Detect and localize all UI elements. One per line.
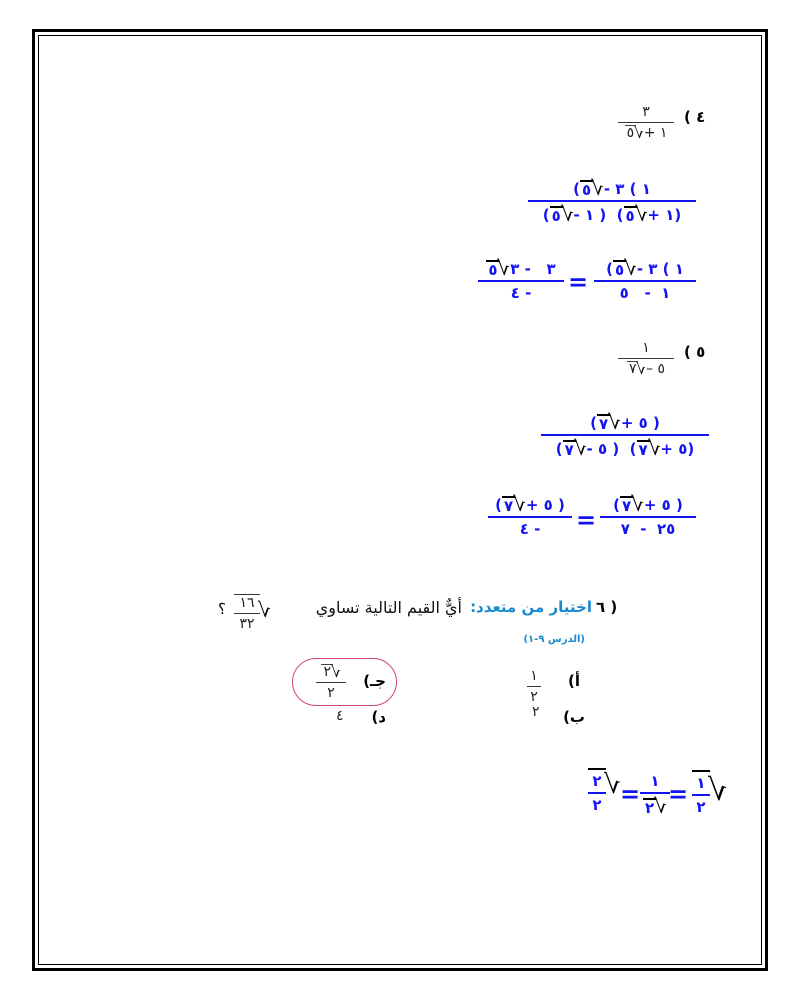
- q4-step2-left: [478, 258, 564, 302]
- equals-sign: =: [568, 268, 589, 296]
- solution-term-1: [692, 770, 710, 816]
- q4-step1: [528, 178, 696, 224]
- math-part: [620, 494, 644, 514]
- math-part: (: [590, 414, 597, 432]
- math-part: ٢: [327, 685, 335, 702]
- math-part: [556, 438, 694, 458]
- math-part: (: [542, 206, 550, 224]
- math-part: [563, 438, 587, 458]
- math-part: (: [495, 496, 502, 514]
- math-part: ١: [530, 668, 538, 684]
- option-c-value: [316, 664, 346, 701]
- math-part: ٥ - ١: [619, 284, 671, 302]
- equals-sign: =: [576, 506, 597, 534]
- math-part: ٣ - ٣: [510, 260, 556, 278]
- option-d-value: ٤: [336, 708, 344, 724]
- math-part: (: [629, 440, 637, 458]
- math-part: ٥: [626, 125, 635, 141]
- q4-step1-den: [543, 204, 681, 224]
- q4-numerator: ٣: [642, 104, 650, 120]
- q4-fraction: [618, 104, 674, 141]
- math-part: [234, 613, 260, 614]
- math-part: ٢: [323, 664, 331, 680]
- option-c-label[interactable]: جـ): [363, 672, 386, 690]
- math-part: ٣٢: [239, 616, 255, 632]
- radical-icon: √: [604, 770, 621, 800]
- q5-step1: [541, 412, 709, 458]
- math-part: [495, 494, 565, 514]
- math-part: ٥: [614, 260, 625, 279]
- option-b-value: ٢: [532, 704, 540, 720]
- math-part: [478, 280, 564, 282]
- math-part: ٧ - ٢٥: [620, 520, 676, 538]
- radical-icon: √: [647, 436, 661, 460]
- math-part: [618, 122, 674, 123]
- radical-icon: √: [636, 360, 647, 379]
- q6-question: أيٌّ القيم التالية تساوي: [315, 598, 462, 617]
- math-part: [619, 440, 629, 458]
- q5-fraction: [618, 340, 674, 377]
- math-part: [541, 434, 709, 436]
- math-part: + ٥ ): [620, 414, 660, 432]
- solution-term-2: [640, 772, 670, 816]
- q4-denominator: [625, 125, 668, 141]
- math-part: (: [606, 260, 613, 278]
- math-part: [527, 686, 541, 687]
- equals-sign: =: [668, 780, 689, 808]
- lesson-ref: (الدرس ٩-١): [523, 634, 585, 645]
- math-part: ١: [696, 774, 706, 792]
- math-part: [488, 516, 572, 518]
- math-part: - ٥ ): [586, 440, 620, 458]
- math-part: (: [616, 206, 624, 224]
- math-part: ٧: [621, 496, 632, 515]
- math-part: ٤ -: [519, 520, 541, 538]
- math-part: [597, 412, 621, 432]
- math-part: + ١: [643, 125, 668, 142]
- math-part: ٧: [638, 440, 648, 459]
- math-part: + ١): [647, 206, 682, 224]
- math-part: [321, 664, 340, 680]
- math-part: [637, 438, 661, 458]
- option-a-value: [527, 668, 541, 705]
- radical-icon: √: [634, 124, 644, 143]
- math-part: + ٥ ): [525, 496, 565, 514]
- radical-icon: √: [258, 598, 271, 622]
- math-part: ٢: [645, 798, 655, 817]
- q5-step2-left: [488, 494, 572, 538]
- math-part: [600, 516, 696, 518]
- radical-icon: √: [591, 176, 604, 200]
- math-part: [627, 361, 665, 377]
- q4-step1-num: [573, 178, 651, 198]
- q6-question-mark: ؟: [218, 600, 226, 618]
- radical-icon: √: [330, 663, 341, 682]
- math-part: ٥: [625, 206, 635, 225]
- math-part: – ٥: [646, 361, 666, 378]
- math-part: [590, 412, 660, 432]
- math-part: ٧: [503, 496, 514, 515]
- math-part: [486, 258, 510, 278]
- radical-icon: √: [560, 202, 574, 226]
- math-part: [618, 358, 674, 359]
- math-part: ٧: [598, 414, 609, 433]
- math-part: (: [555, 440, 563, 458]
- option-b-label[interactable]: ب): [563, 708, 585, 726]
- math-part: ٢: [592, 772, 602, 790]
- math-part: ٥: [581, 180, 592, 199]
- radical-icon: √: [631, 492, 644, 516]
- math-part: [321, 664, 340, 680]
- q5-step2-right: [600, 494, 696, 538]
- math-part: ٥: [551, 206, 561, 225]
- math-part: [643, 796, 667, 816]
- equals-sign: =: [620, 780, 641, 808]
- option-d-label[interactable]: د): [371, 708, 386, 726]
- math-part: ٤ -: [510, 284, 532, 302]
- math-part: ١: [642, 340, 650, 356]
- math-part: ٥: [488, 260, 498, 279]
- math-part: [643, 796, 667, 816]
- math-part: [580, 178, 604, 198]
- math-part: [692, 794, 710, 796]
- math-part: (: [613, 496, 620, 514]
- math-part: ١٦: [239, 595, 255, 611]
- q6-label: ٦ ): [596, 598, 618, 616]
- math-part: ٢: [530, 689, 538, 705]
- solution-term-3: [588, 768, 606, 814]
- math-part: [606, 206, 616, 224]
- radical-icon: √: [573, 436, 587, 460]
- radical-icon: √: [513, 492, 526, 516]
- math-part: - ١ ): [573, 206, 607, 224]
- math-part: [594, 280, 696, 282]
- radical-icon: √: [634, 202, 648, 226]
- math-part: [550, 204, 574, 224]
- q5-label: ( ٥: [684, 343, 706, 361]
- math-part: [316, 682, 346, 683]
- math-part: ٧: [628, 361, 637, 377]
- q6-type-label: اختيار من متعدد:: [470, 598, 592, 616]
- option-a-label[interactable]: أ): [568, 672, 580, 690]
- math-part: [606, 258, 684, 278]
- math-part: [486, 258, 555, 278]
- math-part: ٢: [592, 796, 602, 814]
- math-part: - ١ ) ٣: [636, 260, 684, 278]
- math-part: [613, 494, 683, 514]
- math-part: [502, 494, 526, 514]
- q6-radicand-fraction: [234, 594, 260, 632]
- math-part: [624, 204, 648, 224]
- math-part: ٢: [696, 798, 706, 816]
- math-part: ١: [650, 772, 660, 790]
- radical-icon: √: [654, 794, 667, 818]
- math-part: [627, 361, 646, 377]
- math-part: (: [573, 180, 580, 198]
- math-part: [588, 792, 606, 794]
- math-part: - ١ ) ٣: [603, 180, 651, 198]
- radical-icon: √: [624, 256, 637, 280]
- math-part: [625, 125, 644, 141]
- radical-icon: √: [608, 410, 621, 434]
- math-part: + ٥ ): [643, 496, 683, 514]
- radical-icon: √: [708, 773, 728, 808]
- q4-label: ( ٤: [684, 108, 706, 126]
- math-part: ٧: [564, 440, 574, 459]
- q4-step2-right: [594, 258, 696, 302]
- math-part: [528, 200, 696, 202]
- math-part: [613, 258, 637, 278]
- radical-icon: √: [497, 256, 511, 280]
- math-part: + ٥): [660, 440, 695, 458]
